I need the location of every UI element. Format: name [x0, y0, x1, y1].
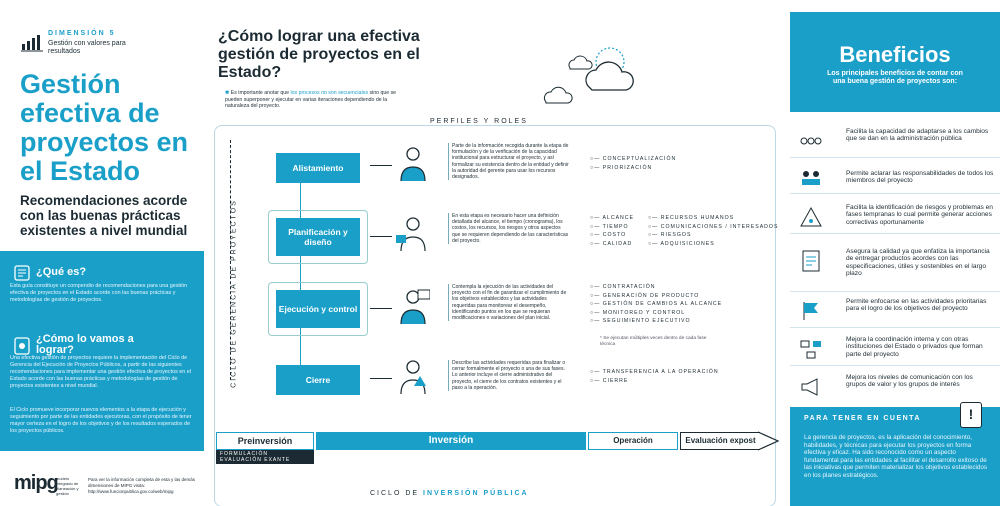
flag-icon	[800, 300, 822, 322]
stage-note: * Se ejecutan múltiples veces dentro de cada fase técnica	[600, 336, 707, 347]
benefit-item	[790, 294, 1000, 328]
info-panel	[0, 251, 204, 451]
stage-bullets	[590, 283, 722, 326]
benefit-text: Permite enfocarse en las actividades prioritarias para el logro de los objetivos del proyecto	[846, 298, 987, 313]
benefit-item	[790, 370, 1000, 404]
benefit-item	[790, 332, 1000, 366]
cycle-prefix: CICLO DE	[370, 490, 424, 497]
dimension-name: Gestión con valores para resultados	[48, 40, 126, 55]
timeline-preinversion: Preinversión	[216, 432, 314, 450]
page-subtitle: Recomendaciones acorde con las buenas prácticas existentes a nivel mundial	[20, 193, 188, 238]
benefit-item	[790, 244, 1000, 292]
arrow	[370, 236, 392, 237]
timeline-operacion: Operación	[588, 432, 678, 450]
bullet-item: ○— ALCANCE	[590, 215, 634, 221]
list-icon	[14, 337, 30, 355]
perfiles-title: PERFILES Y ROLES	[430, 118, 528, 125]
benefit-text: Facilita la identificación de riesgos y problemas en fases tempranas lo cual permite generar acciones correctivas oportunamente	[846, 204, 993, 226]
stage-desc: En esta etapa es necesario hacer una definición detallada del alcance, el tiempo (cronograma), los costos, los recursos, los riesgos y otros aspectos que se requieren dependiendo de las características del proyecto.	[448, 213, 570, 244]
checklist-icon	[800, 250, 822, 272]
tener-cuenta-title: PARA TENER EN CUENTA	[804, 415, 921, 422]
footer-note: Para ver la información completa de esta y las demás dimensiones de MIPG visita: http://www.funcionpublica.gov.co/web/mipg	[88, 477, 196, 494]
bullet-item: ○— TRANSFERENCIA A LA OPERACIÓN	[590, 369, 719, 375]
bullet-item: ○— RIESGOS	[648, 232, 692, 238]
arrow	[370, 165, 392, 166]
arrow-right-icon	[758, 426, 780, 456]
weather-cloud-icon	[540, 32, 650, 104]
bullet-item: ○— CONCEPTUALIZACIÓN	[590, 156, 677, 162]
bullet-item: ○— PRIORIZACIÓN	[590, 164, 653, 171]
sequence-note: ✱ Es importante anotar que los procesos no son secuenciales sino que se pueden superponer y ejecutar en varias iteraciones dependiendo de la naturaleza del proyecto.	[225, 90, 397, 109]
bullet-item: ○— ADQUISICIONES	[648, 240, 715, 247]
bullet-item: ○— SEGUIMIENTO EJECUTIVO	[590, 318, 691, 324]
stage-planificacion: Planificación y diseño	[276, 218, 360, 256]
investment-cycle-label	[370, 490, 529, 497]
benefits-title: Beneficios	[839, 42, 951, 67]
benefit-text: Mejora los niveles de comunicación con los grupos de valor y los grupos de interés	[846, 374, 973, 389]
bullet-item: ○— GENERACIÓN DE PRODUCTO	[590, 292, 700, 299]
benefit-text: Permite aclarar las responsabilidades de todos los miembros del proyecto	[846, 170, 994, 185]
page-title: Gestión efectiva de proyectos en el Estado	[20, 69, 189, 186]
person-icon	[396, 358, 430, 396]
que-es-text: Esta guía constituye un compendio de recomendaciones para una gestión efectiva de proyectos en el Estado acorde con las buenas prácticas y metodologías de gestión de proyectos.	[10, 283, 188, 303]
bullet-item: ○— TIEMPO	[590, 223, 629, 230]
bullet-item: ○— CIERRE	[590, 377, 629, 384]
benefit-item	[790, 200, 1000, 234]
mipg-tagline: modelo integrado de planeación y gestión	[56, 476, 79, 496]
bullet-item: ○— COMUNICACIONES / INTERESADOS	[648, 223, 779, 230]
bullet-item: ○— CALIDAD	[590, 240, 633, 247]
stage-cierre: Cierre	[276, 365, 360, 395]
benefit-text: Facilita la capacidad de adaptarse a los cambios que se dan en la administración pública	[846, 128, 989, 143]
como-heading: ¿Cómo lo vamos a lograr?	[36, 333, 134, 356]
alert-icon: !	[960, 402, 982, 428]
bullet-item: ○— COSTO	[590, 232, 627, 238]
benefits-header	[790, 12, 1000, 112]
arrow	[370, 308, 392, 309]
timeline-inversion: Inversión	[316, 432, 586, 450]
stage-bullets	[590, 155, 676, 172]
bullet-item: ○— CONTRATACIÓN	[590, 284, 656, 290]
person-icon	[396, 288, 430, 326]
stage-desc: Parte de la información recogida durante la etapa de formulación y de la verificación de la capacidad institucional para estructurar el proyecto, y así formalizar su existencia dentro de la entidad y definir la autoridad del gerente para usar los recursos designados.	[448, 143, 570, 180]
network-icon	[800, 338, 822, 360]
stage-connector	[300, 154, 301, 384]
benefit-item	[790, 124, 1000, 158]
note-highlight: los procesos no son secuenciales	[290, 90, 369, 96]
book-icon	[14, 265, 30, 281]
question-title: ¿Cómo lograr una efectiva gestión de proyectos en el Estado?	[218, 28, 420, 81]
stage-bullets	[590, 214, 634, 248]
arrow	[370, 378, 392, 379]
stage-bullets	[590, 368, 719, 385]
stage-bullets-2	[648, 214, 778, 248]
como-text-2: El Ciclo promueve incorporar nuevos elementos a la etapa de ejecución y seguimiento por parte de las entidades ejecutoras, con el propósito de tener mayor certeza en el logro de los objetivos y de los resultados esperados de los proyectos públicos.	[10, 407, 192, 434]
timeline-formulacion: FORMULACIÓN EVALUACIÓN EXANTE	[216, 450, 314, 464]
person-icon	[396, 145, 430, 183]
dimension-label: DIMENSIÓN 5	[48, 30, 116, 37]
team-icon	[800, 166, 822, 188]
note-prefix: Es importante anotar que	[230, 90, 291, 96]
person-icon	[396, 215, 430, 253]
bullet-item: ○— GESTIÓN DE CAMBIOS AL ALCANCE	[590, 301, 723, 307]
stage-desc: Describe las actividades requeridas para finalizar o cerrar formalmente el proyecto o una de sus fases. Lo anterior incluye el cierre administrativo del proyecto, el cierre de los contratos existentes y el paso a la operación.	[448, 360, 570, 391]
timeline-evaluacion: Evaluación expost	[680, 432, 760, 450]
stage-desc: Contempla la ejecución de las actividades del proyecto con el fin de garantizar el cumplimiento de los objetivos establecidos y las actividades requeridas para monitorear el desempeño, identificando puntos en los que se requieran modificaciones o variaciones del plan inicial.	[448, 284, 570, 321]
benefit-text: Mejora la coordinación interna y con otras instituciones del Estado o privados que forman parte del proyecto	[846, 336, 983, 358]
stage-alistamiento: Alistamiento	[276, 153, 360, 183]
options-icon	[800, 130, 822, 152]
benefit-text: Asegura la calidad ya que enfatiza la importancia de entregar productos acordes con las especificaciones, útiles y sostenibles en el largo plazo	[846, 248, 990, 278]
cycle-label: CICLO DE GERENCIA DE PROYECTOS	[230, 199, 238, 388]
benefits-subtitle: Los principales beneficios de contar con una buena gestión de proyectos son:	[827, 70, 963, 85]
cycle-highlight: INVERSIÓN PÚBLICA	[423, 490, 529, 497]
mipg-logo: mipg	[14, 472, 58, 494]
tener-cuenta-text: La gerencia de proyectos, es la aplicación del conocimiento, habilidades, y técnicas para ejecutar los proyectos en forma efectiva y eficaz. Ha sido reconocido como un aspecto fundamental para las entidades al facilitar el desarrollo exitoso de las iniciativas que permiten materializar los objetivos establecidos en los planes estratégicos.	[804, 434, 988, 479]
bullet-item: ○— RECURSOS HUMANOS	[648, 215, 735, 221]
bar-chart-icon	[20, 32, 44, 52]
que-es-heading: ¿Qué es?	[36, 266, 87, 278]
note-rest: sino que se pueden superponer y ejecutar en varias iteraciones dependiendo de la naturaleza del proyecto.	[225, 90, 397, 109]
como-text-1: Una efectiva gestión de proyectos requiere la implementación del Ciclo de Gerencia del Ejecución de Proyectos Públicos, a partir de las siguientes recomendaciones para implementar una gestión efectiva de proyectos en el Estado acorde con las buenas prácticas y metodologías de gestión de proyectos existentes a nivel mundial.	[10, 355, 191, 389]
megaphone-icon	[800, 376, 822, 398]
bullet-item: ○— MONITOREO Y CONTROL	[590, 309, 686, 316]
stage-ejecucion: Ejecución y control	[276, 290, 360, 328]
benefit-item	[790, 160, 1000, 194]
tener-cuenta-panel	[790, 407, 1000, 506]
warning-icon	[800, 206, 822, 228]
